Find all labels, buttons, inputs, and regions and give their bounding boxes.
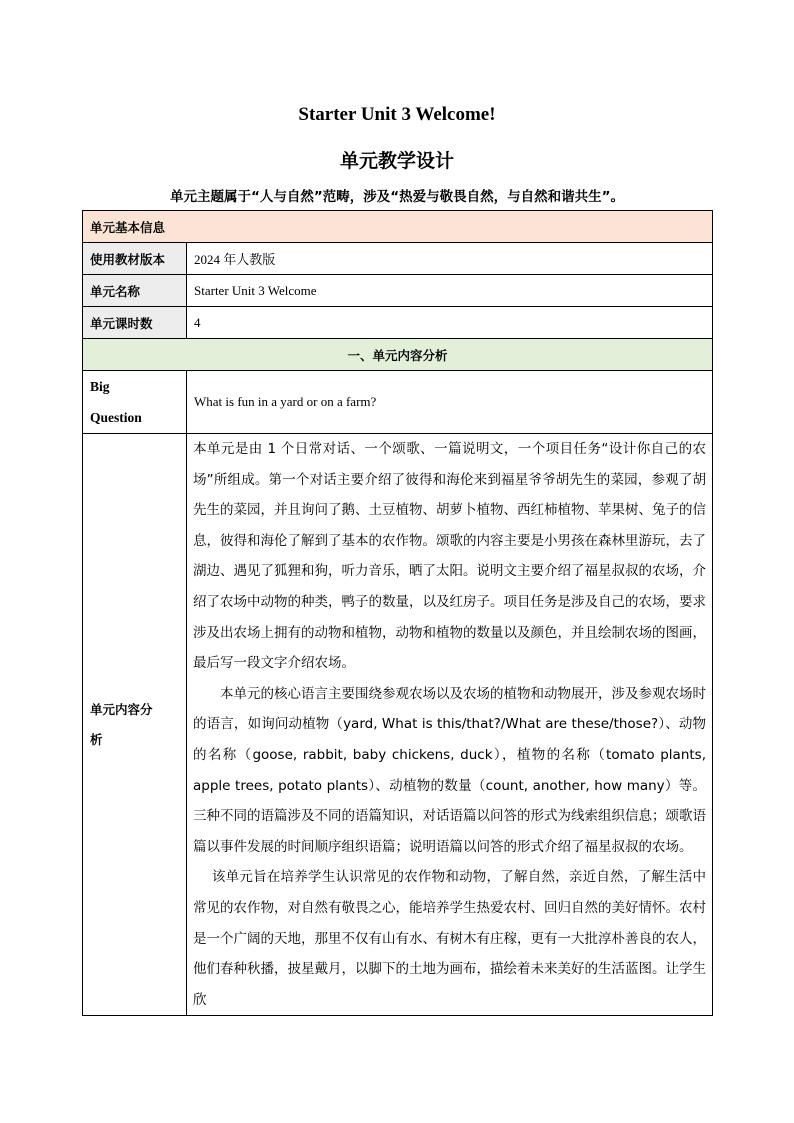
lesson-count-value: 4	[187, 307, 713, 339]
section1-header: 一、单元内容分析	[83, 339, 713, 371]
big-question-label-line2: Question	[90, 410, 142, 425]
unit-analysis-label-line2: 析	[90, 731, 103, 747]
section1-header-row	[83, 339, 713, 371]
unit-name-label: 单元名称	[83, 275, 187, 307]
unit-name-row	[83, 275, 713, 307]
lesson-count-label: 单元课时数	[83, 307, 187, 339]
textbook-version-label: 使用教材版本	[83, 243, 187, 275]
textbook-version-value: 2024 年人教版	[187, 243, 713, 275]
lesson-count-row	[83, 307, 713, 339]
big-question-label-line1: Big	[90, 379, 110, 394]
big-question-row	[83, 371, 713, 434]
analysis-paragraph-1: 本单元是由 1 个日常对话、一个颂歌、一篇说明文，一个项目任务“设计你自己的农场”所组成。第一个对话主要介绍了彼得和海伦来到福星爷爷胡先生的菜园，参观了胡先生的菜园，并且询问了鹅、土豆植物、胡萝卜植物、西红柿植物、苹果树、兔子的信息，彼得和海伦了解到了基本的农作物。颂歌的内容主要是小男孩在森林里游玩，去了湖边、遇见了狐狸和狗，听力音乐，晒了太阳。说明文主要介绍了福星叔叔的农场，介绍了农场中动物的种类，鸭子的数量，以及红房子。项目任务是涉及自己的农场，要求涉及出农场上拥有的动物和植物，动物和植物的数量以及颜色，并且绘制农场的图画，最后写一段文字介绍农场。	[193, 441, 707, 672]
unit-theme-statement: 单元主题属于“人与自然”范畴，涉及“热爱与敬畏自然，与自然和谐共生”。	[170, 189, 624, 205]
unit-analysis-content	[187, 434, 713, 1016]
document-title: Starter Unit 3 Welcome!	[298, 104, 496, 125]
basic-info-header: 单元基本信息	[83, 211, 713, 243]
analysis-paragraph-3: 该单元旨在培养学生认识常见的农作物和动物，了解自然，亲近自然，了解生活中常见的农作物，对自然有敬畏之心，能培养学生热爱农村、回归自然的美好情怀。农村是一个广阔的天地，那里不仅有山有水、有树木有庄稼，更有一大批淳朴善良的农人，他们春种秋播，披星戴月，以脚下的土地为画布，描绘着未来美好的生活蓝图。让学生欣	[193, 869, 707, 1008]
unit-analysis-label	[83, 434, 187, 1016]
big-question-value: What is fun in a yard or on a farm?	[187, 371, 713, 434]
unit-design-table	[82, 210, 713, 1016]
basic-info-header-row	[83, 211, 713, 243]
unit-analysis-label-line1: 单元内容分	[90, 701, 153, 717]
textbook-version-row	[83, 243, 713, 275]
document-subtitle: 单元教学设计	[339, 150, 454, 172]
unit-analysis-row	[83, 434, 713, 1016]
analysis-paragraph-2: 本单元的核心语言主要围绕参观农场以及农场的植物和动物展开，涉及参观农场时的语言，如询问动植物（yard, What is this/that?/What are these/those?）、动物的名称（goose, rabbit, baby chickens, duck），植物的名称（tomato plants, apple trees, potato plants）、动植物的数量（count, another, how many）等。三种不同的语篇涉及不同的语篇知识，对话语篇以问答的形式为线索组织信息；颂歌语篇以事件发展的时间顺序组织语篇；说明语篇以问答的形式介绍了福星叔叔的农场。	[193, 685, 707, 855]
unit-name-value: Starter Unit 3 Welcome	[187, 275, 713, 307]
big-question-label	[83, 371, 187, 434]
